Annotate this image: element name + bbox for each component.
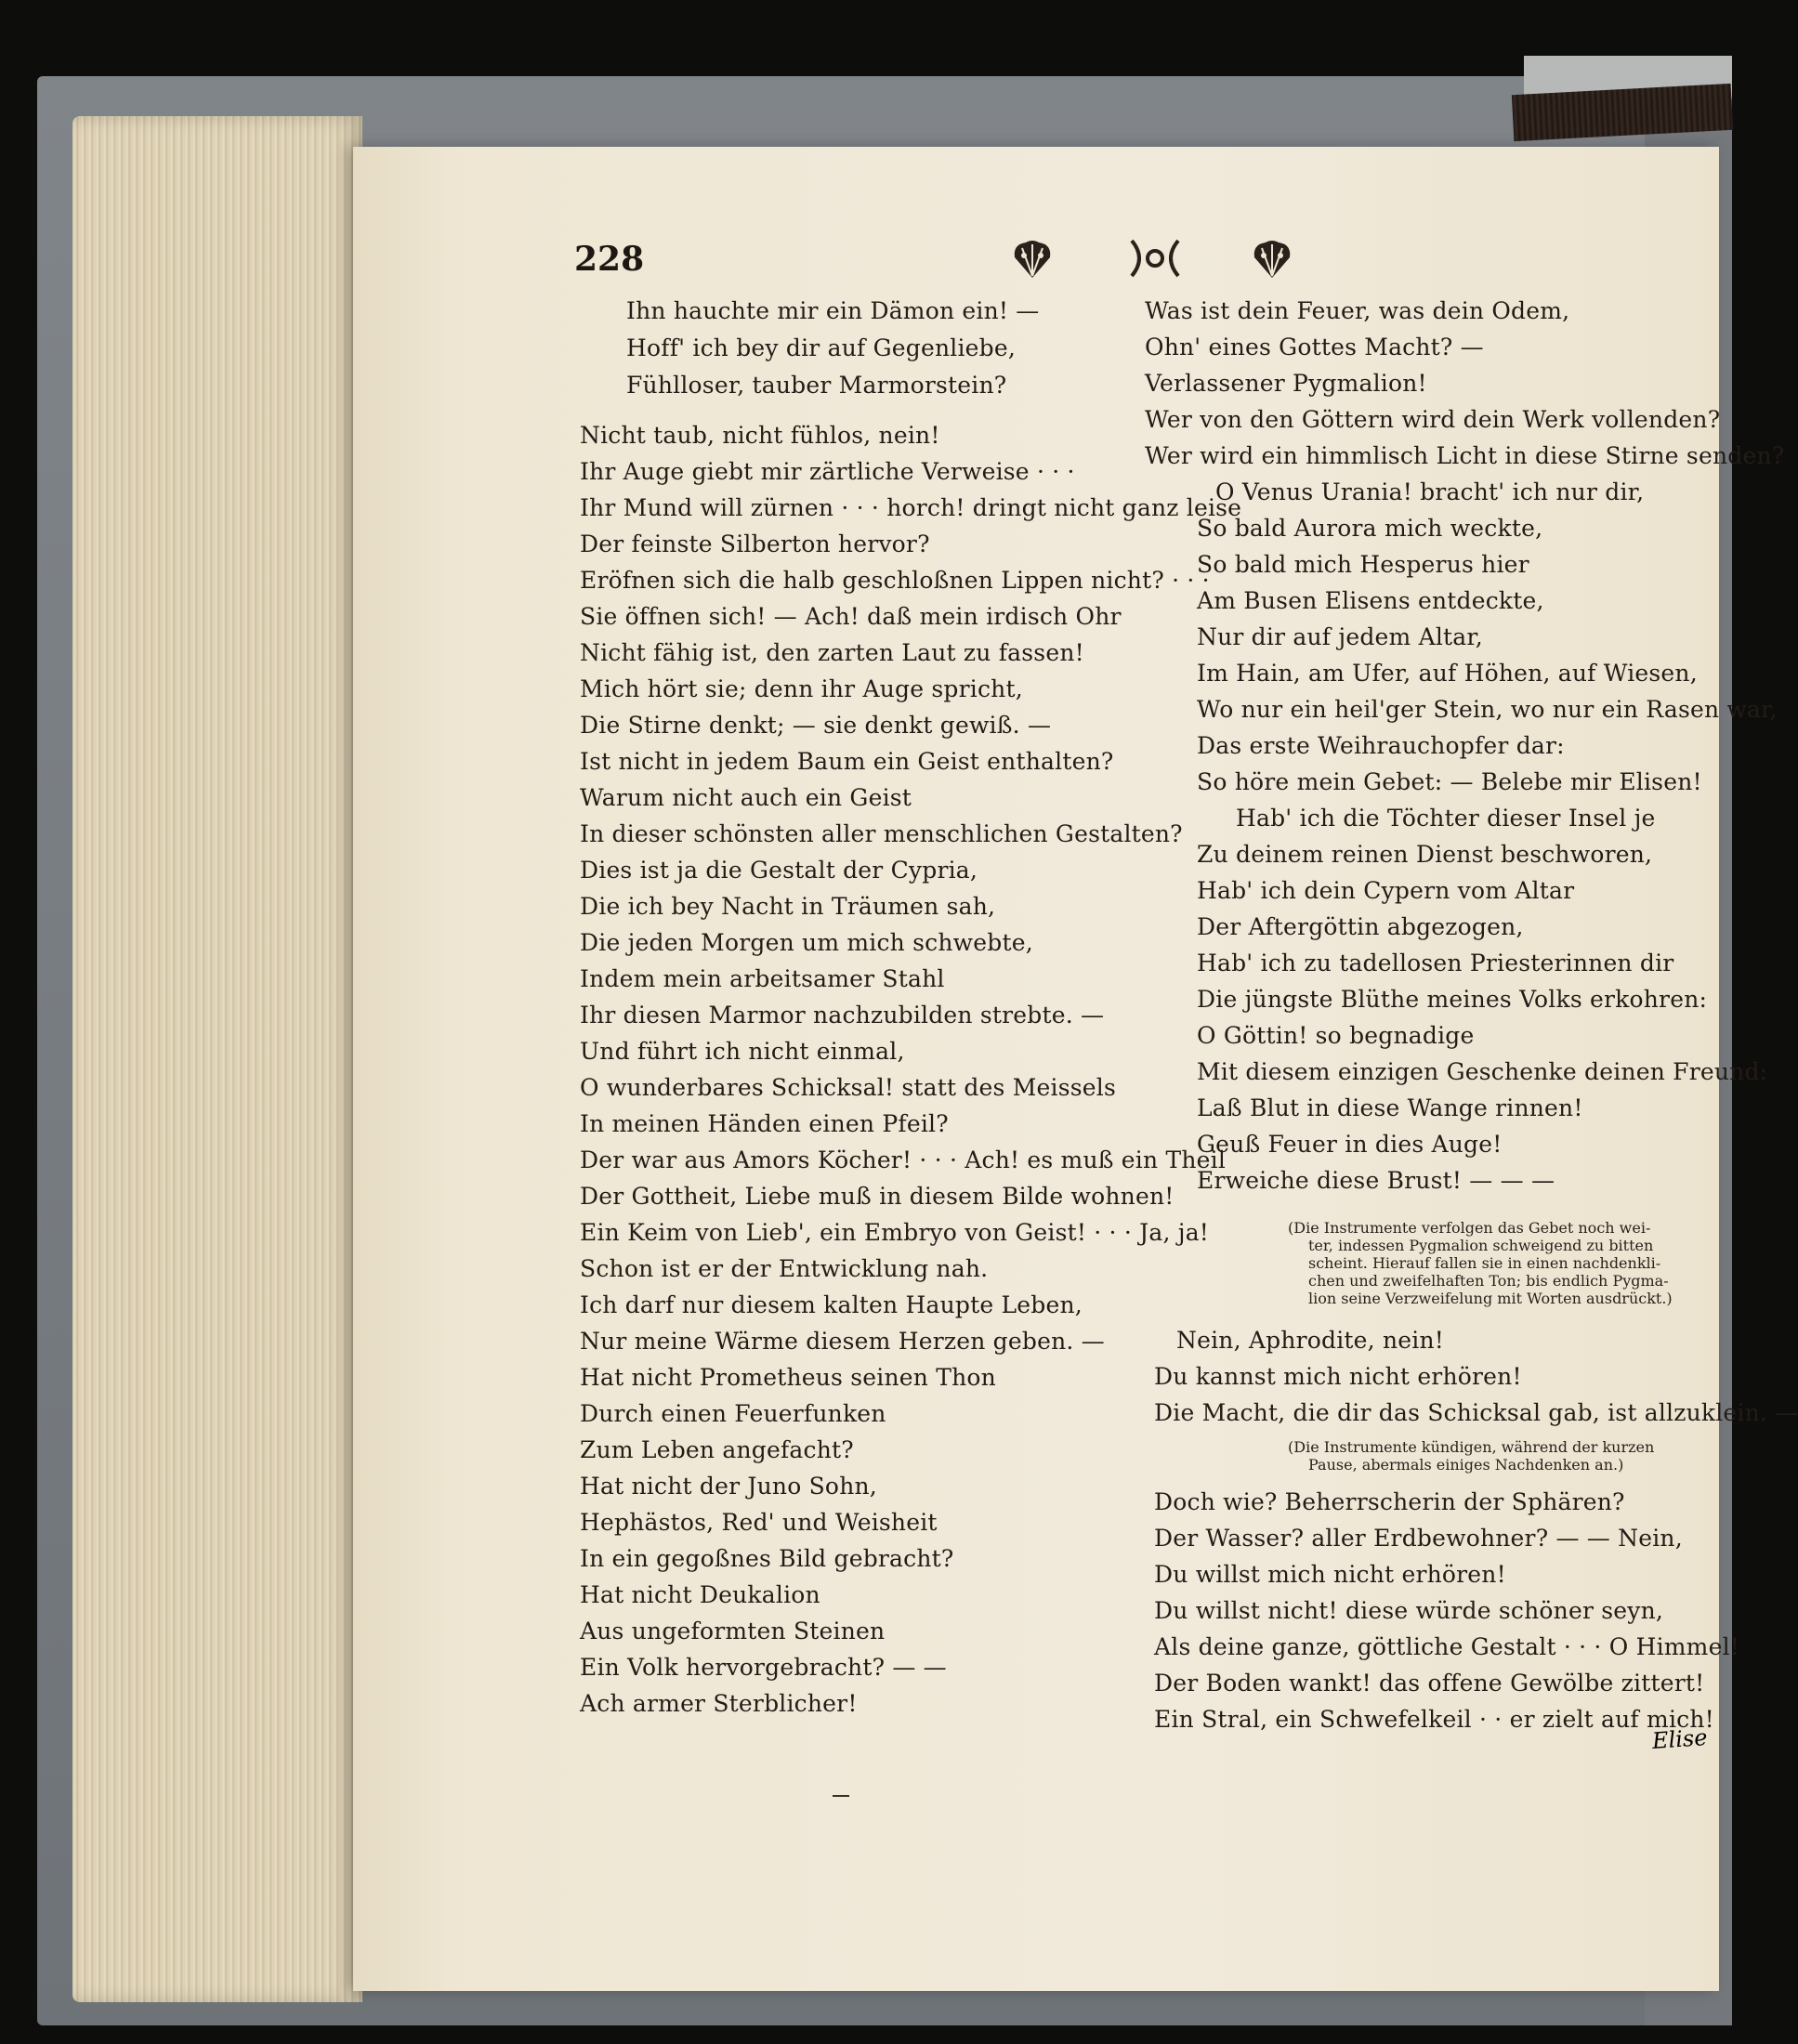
- verse-line: Du willst nicht! diese würde schöner seyn,: [1154, 1597, 1664, 1624]
- verse-line: Zum Leben angefacht?: [580, 1436, 854, 1463]
- verse-line: Verlassener Pygmalion!: [1145, 370, 1427, 397]
- bracket-ornament-icon: [1126, 237, 1184, 280]
- verse-line: Aus ungeformten Steinen: [580, 1618, 886, 1644]
- verse-line: Ohn' eines Gottes Macht? —: [1145, 334, 1484, 360]
- verse-line: Mit diesem einzigen Geschenke deinen Freund:: [1197, 1058, 1768, 1085]
- verse-line: Ist nicht in jedem Baum ein Geist enthalten?: [580, 748, 1114, 775]
- verse-line: Du kannst mich nicht erhören!: [1154, 1363, 1522, 1390]
- verse-line: Wer von den Göttern wird dein Werk vollenden?: [1145, 406, 1721, 433]
- verse-line: Hephästos, Red' und Weisheit: [580, 1509, 938, 1536]
- verse-line: Der war aus Amors Köcher! · · · Ach! es muß ein Theil: [580, 1146, 1227, 1173]
- verse-line: Ein Volk hervorgebracht? — —: [580, 1654, 947, 1681]
- verse-line: So bald mich Hesperus hier: [1197, 551, 1529, 578]
- verse-line: Warum nicht auch ein Geist: [580, 784, 912, 811]
- verse-line: In ein gegoßnes Bild gebracht?: [580, 1545, 954, 1572]
- verse-line: Ach armer Sterblicher!: [580, 1690, 858, 1717]
- verse-line: O wunderbares Schicksal! statt des Meissels: [580, 1074, 1116, 1101]
- stage-direction-line: ter, indessen Pygmalion schweigend zu bitten: [1308, 1237, 1654, 1254]
- verse-line: Das erste Weihrauchopfer dar:: [1197, 732, 1565, 759]
- verse-line: Hab' ich zu tadellosen Priesterinnen dir: [1197, 950, 1674, 976]
- shell-ornament-icon: [1249, 237, 1295, 282]
- verse-line: O Venus Urania! bracht' ich nur dir,: [1215, 478, 1645, 505]
- stage-direction-line: (Die Instrumente verfolgen das Gebet noch wei-: [1288, 1219, 1651, 1237]
- verse-line: O Göttin! so begnadige: [1197, 1022, 1475, 1049]
- verse-line: Die jeden Morgen um mich schwebte,: [580, 929, 1033, 956]
- stage-direction-line: Pause, abermals einiges Nachdenken an.): [1308, 1456, 1624, 1474]
- stage-direction-line: lion seine Verzweifelung mit Worten ausdrückt.): [1308, 1290, 1673, 1307]
- verse-line: Der Boden wankt! das offene Gewölbe zittert!: [1154, 1670, 1705, 1697]
- verse-line: Der Aftergöttin abgezogen,: [1197, 913, 1524, 940]
- verse-line: Ich darf nur diesem kalten Haupte Leben,: [580, 1291, 1083, 1318]
- verse-line: Hat nicht Prometheus seinen Thon: [580, 1364, 996, 1391]
- stage-direction-line: (Die Instrumente kündigen, während der kurzen: [1288, 1438, 1655, 1456]
- verse-line: Ihn hauchte mir ein Dämon ein! —: [626, 297, 1040, 324]
- verse-line: Erweiche diese Brust! — — —: [1197, 1167, 1555, 1194]
- verse-line: Fühlloser, tauber Marmorstein?: [626, 372, 1007, 399]
- shell-ornament-icon: [1009, 237, 1056, 282]
- verse-line: Die ich bey Nacht in Träumen sah,: [580, 893, 996, 920]
- verse-line: Als deine ganze, göttliche Gestalt · · · O Himmel!: [1154, 1633, 1740, 1660]
- verse-line: Indem mein arbeitsamer Stahl: [580, 965, 945, 992]
- verse-line: So höre mein Gebet: — Belebe mir Elisen!: [1197, 768, 1702, 795]
- verse-line: In meinen Händen einen Pfeil?: [580, 1110, 949, 1137]
- verse-line: Der Wasser? aller Erdbewohner? — — Nein,: [1154, 1525, 1683, 1552]
- verse-line: Hat nicht der Juno Sohn,: [580, 1473, 877, 1500]
- verse-line: Im Hain, am Ufer, auf Höhen, auf Wiesen,: [1197, 660, 1698, 687]
- stage-direction-line: chen und zweifelhaften Ton; bis endlich Pygma-: [1308, 1272, 1669, 1290]
- verse-line: Die jüngste Blüthe meines Volks erkohren:: [1197, 986, 1708, 1013]
- verse-line: Geuß Feuer in dies Auge!: [1197, 1131, 1503, 1158]
- verse-line: Mich hört sie; denn ihr Auge spricht,: [580, 675, 1023, 702]
- page-rule: [833, 1795, 849, 1797]
- page-number: 228: [574, 240, 645, 279]
- verse-line: Doch wie? Beherrscherin der Sphären?: [1154, 1488, 1625, 1515]
- verse-line: So bald Aurora mich weckte,: [1197, 515, 1543, 542]
- verse-line: Du willst mich nicht erhören!: [1154, 1561, 1506, 1588]
- verse-line: Nicht fähig ist, den zarten Laut zu fassen!: [580, 639, 1084, 666]
- verse-line: In dieser schönsten aller menschlichen Gestalten?: [580, 820, 1183, 847]
- stage-direction-line: scheint. Hierauf fallen sie in einen nachdenkli-: [1308, 1254, 1661, 1272]
- verse-line: Sie öffnen sich! — Ach! daß mein irdisch Ohr: [580, 603, 1122, 630]
- verse-line: Laß Blut in diese Wange rinnen!: [1197, 1094, 1583, 1121]
- verse-line: Nur meine Wärme diesem Herzen geben. —: [580, 1328, 1105, 1355]
- verse-line: Die Macht, die dir das Schicksal gab, ist allzuklein. —: [1154, 1399, 1798, 1426]
- verse-line: Dies ist ja die Gestalt der Cypria,: [580, 857, 978, 884]
- verse-line: Ein Keim von Lieb', ein Embryo von Geist! · · · Ja, ja!: [580, 1219, 1210, 1246]
- verse-line: Nicht taub, nicht fühlos, nein!: [580, 422, 940, 449]
- verse-line: Wer wird ein himmlisch Licht in diese Stirne senden?: [1145, 442, 1785, 469]
- verse-line: Hab' ich die Töchter dieser Insel je: [1236, 805, 1656, 832]
- verse-line: Durch einen Feuerfunken: [580, 1400, 886, 1427]
- verse-line: Zu deinem reinen Dienst beschworen,: [1197, 841, 1653, 868]
- verse-line: Ihr diesen Marmor nachzubilden strebte. —: [580, 1002, 1105, 1029]
- verse-line: Der Gottheit, Liebe muß in diesem Bilde wohnen!: [580, 1183, 1175, 1210]
- verse-line: Die Stirne denkt; — sie denkt gewiß. —: [580, 712, 1052, 739]
- verse-line: Eröfnen sich die halb geschloßnen Lippen nicht? · · ·: [580, 567, 1210, 594]
- verse-line: Am Busen Elisens entdeckte,: [1197, 587, 1544, 614]
- verse-line: Und führt ich nicht einmal,: [580, 1038, 905, 1065]
- verse-line: Wo nur ein heil'ger Stein, wo nur ein Rasen war,: [1197, 696, 1778, 723]
- catchword: Elise: [1651, 1723, 1709, 1755]
- verse-line: Ein Stral, ein Schwefelkeil · · er zielt auf mich!: [1154, 1706, 1714, 1733]
- verse-line: Was ist dein Feuer, was dein Odem,: [1145, 297, 1570, 324]
- page-edges: [72, 116, 362, 2002]
- verse-line: Der feinste Silberton hervor?: [580, 531, 930, 557]
- verse-line: Schon ist er der Entwicklung nah.: [580, 1255, 989, 1282]
- verse-line: Ihr Auge giebt mir zärtliche Verweise · · ·: [580, 458, 1075, 485]
- verse-line: Ihr Mund will zürnen · · · horch! dringt nicht ganz leise: [580, 494, 1242, 521]
- verse-line: Hab' ich dein Cypern vom Altar: [1197, 877, 1575, 904]
- verse-line: Nein, Aphrodite, nein!: [1176, 1327, 1444, 1354]
- verse-line: Hat nicht Deukalion: [580, 1581, 820, 1608]
- verse-line: Hoff' ich bey dir auf Gegenliebe,: [626, 334, 1016, 361]
- verse-line: Nur dir auf jedem Altar,: [1197, 623, 1483, 650]
